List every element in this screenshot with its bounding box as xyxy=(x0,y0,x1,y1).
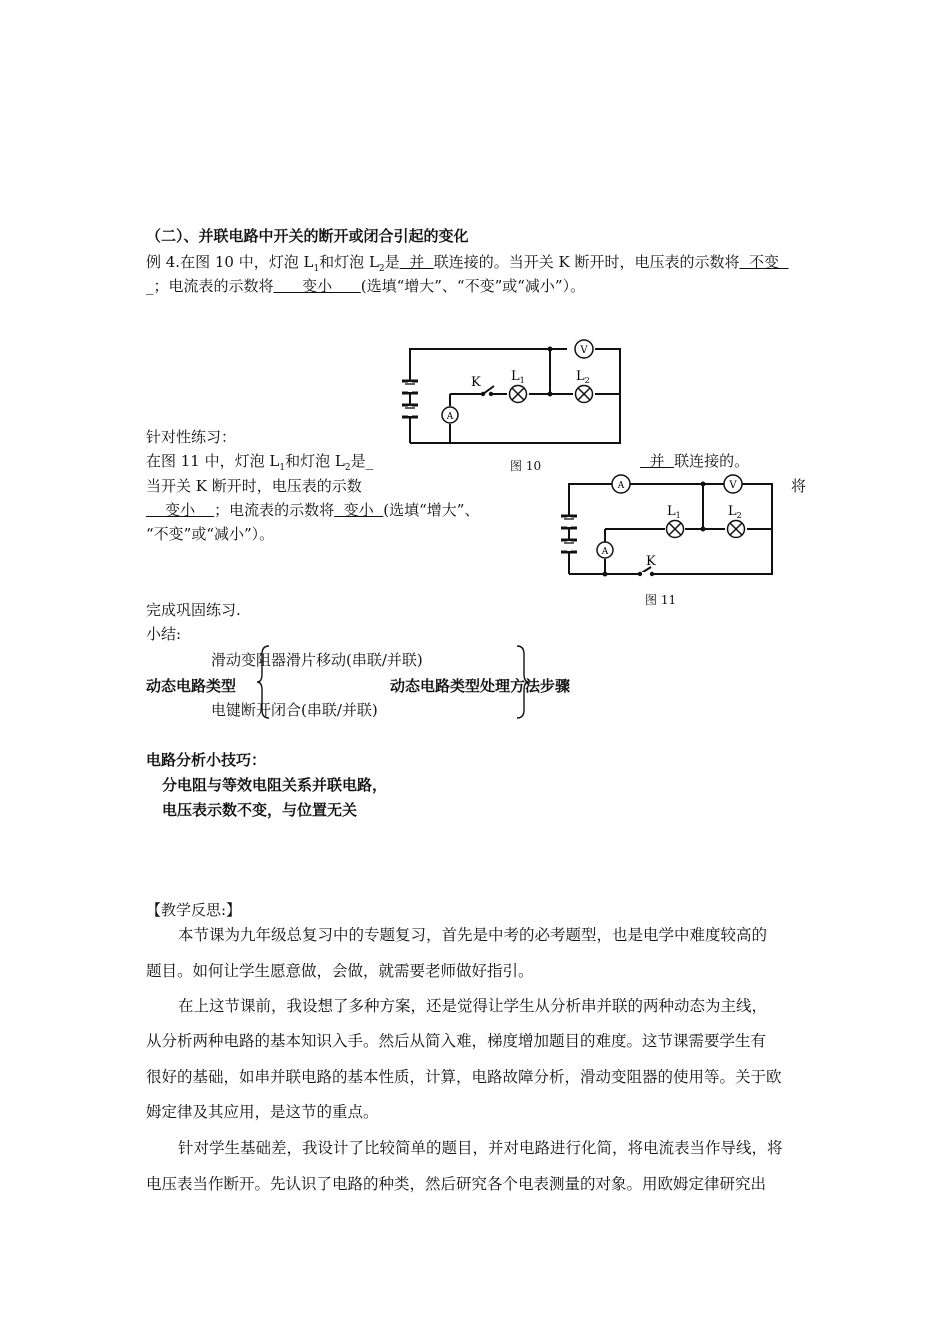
answer-blank: 并 xyxy=(640,452,675,470)
answer-blank: 不变 xyxy=(739,253,789,271)
practice-line1-right xyxy=(640,451,749,471)
text: 例 4.在图 10 中，灯泡 L xyxy=(146,253,314,271)
reflection-line: 很好的基础，如串并联电路的基本性质，计算，电路故障分析，滑动变阻器的使用等。关于欧 xyxy=(146,1068,782,1086)
text: 联连接的。当开关 K 断开时，电压表的示数将 xyxy=(433,253,740,271)
reflection-line: 针对学生基础差，我设计了比较简单的题目，并对电路进行化简，将电流表当作导线，将 xyxy=(178,1139,783,1157)
text: 是 xyxy=(384,253,400,271)
reflection-line: 在上这节课前，我设想了多种方案，还是觉得让学生从分析串并联的两种动态为主线， xyxy=(178,997,768,1015)
example4-line1 xyxy=(146,252,789,272)
answer-blank: 变小 xyxy=(334,501,384,519)
text: _；电流表的示数将 xyxy=(146,277,274,295)
subscript: 2 xyxy=(378,264,385,274)
subscript: 1 xyxy=(313,264,320,274)
tips-line2: 电压表示数不变，与位置无关 xyxy=(162,801,358,819)
tips-title: 电路分析小技巧： xyxy=(146,751,267,769)
text: 和灯泡 L xyxy=(319,253,379,271)
subscript: 2 xyxy=(344,463,351,473)
text: 在图 11 中，灯泡 L xyxy=(146,452,280,470)
consolidate-text: 完成巩固练习. xyxy=(146,601,241,619)
summary-left-label: 动态电路类型 xyxy=(146,677,237,695)
tips-line1: 分电阻与等效电阻关系并联电路， xyxy=(162,776,388,794)
reflection-line: 从分析两种电路的基本知识入手。然后从简入难，梯度增加题目的难度。这节课需要学生有 xyxy=(146,1032,767,1050)
lamp2-label: $L_2$ xyxy=(728,504,742,520)
text: (选填“增大”、“不变”或“减小”）。 xyxy=(360,277,586,295)
practice-line4: “不变”或“减小”）。 xyxy=(146,525,275,543)
summary-item-slider: 滑动变阻器滑片移动(串联/并联) xyxy=(211,651,423,669)
ammeter-branch-label: A xyxy=(601,547,609,557)
text: 联连接的。 xyxy=(674,452,750,470)
ammeter-top-label: A xyxy=(617,481,625,491)
text: (选填“增大”、 xyxy=(383,501,480,519)
example4-line2 xyxy=(146,276,585,296)
voltmeter-label: V xyxy=(729,480,737,491)
figure-10-caption: 图 10 xyxy=(510,459,542,473)
lamp1-label: $L_1$ xyxy=(511,369,525,385)
answer-blank: 并 xyxy=(399,253,434,271)
section-title: （二）、并联电路中开关的断开或闭合引起的变化 xyxy=(146,227,469,245)
switch-label: K xyxy=(646,554,656,569)
figure-10-circuit xyxy=(395,335,635,450)
summary-brace-right xyxy=(515,644,531,720)
figure-11-caption: 图 11 xyxy=(645,593,677,607)
switch-label: K xyxy=(471,375,481,390)
reflection-title: 【教学反思:】 xyxy=(146,901,242,919)
text: 和灯泡 L xyxy=(285,452,345,470)
ammeter-label: A xyxy=(446,412,454,422)
summary-right-label: 动态电路类型处理方法步骤 xyxy=(390,677,571,695)
practice-line3 xyxy=(146,500,479,520)
lamp2-label: $L_2$ xyxy=(576,369,590,385)
practice-line2-right: 将 xyxy=(791,477,807,495)
summary-brace-left xyxy=(255,644,271,720)
text: ；电流表的示数将 xyxy=(214,501,335,519)
answer-blank: 变小 xyxy=(273,277,361,295)
text: 是_ xyxy=(350,452,374,470)
reflection-line: 姆定律及其应用，是这节的重点。 xyxy=(146,1103,379,1121)
reflection-line: 题目。如何让学生愿意做，会做，就需要老师做好指引。 xyxy=(146,962,534,980)
summary-title: 小结: xyxy=(146,625,182,643)
reflection-line: 本节课为九年级总复习中的专题复习，首先是中考的必考题型，也是电学中难度较高的 xyxy=(178,926,768,944)
subscript: 1 xyxy=(279,463,286,473)
summary-item-switch: 电键断开闭合(串联/并联) xyxy=(211,701,378,719)
practice-line1-left xyxy=(146,451,373,471)
voltmeter-label: V xyxy=(580,345,588,356)
practice-title: 针对性练习： xyxy=(146,428,237,446)
practice-line2: 当开关 K 断开时，电压表的示数 xyxy=(146,477,362,495)
answer-blank: 变小 xyxy=(146,501,215,519)
figure-11-circuit xyxy=(555,470,780,582)
reflection-line: 电压表当作断开。先认识了电路的种类，然后研究各个电表测量的对象。用欧姆定律研究出 xyxy=(146,1175,767,1193)
lamp1-label: $L_1$ xyxy=(667,504,681,520)
